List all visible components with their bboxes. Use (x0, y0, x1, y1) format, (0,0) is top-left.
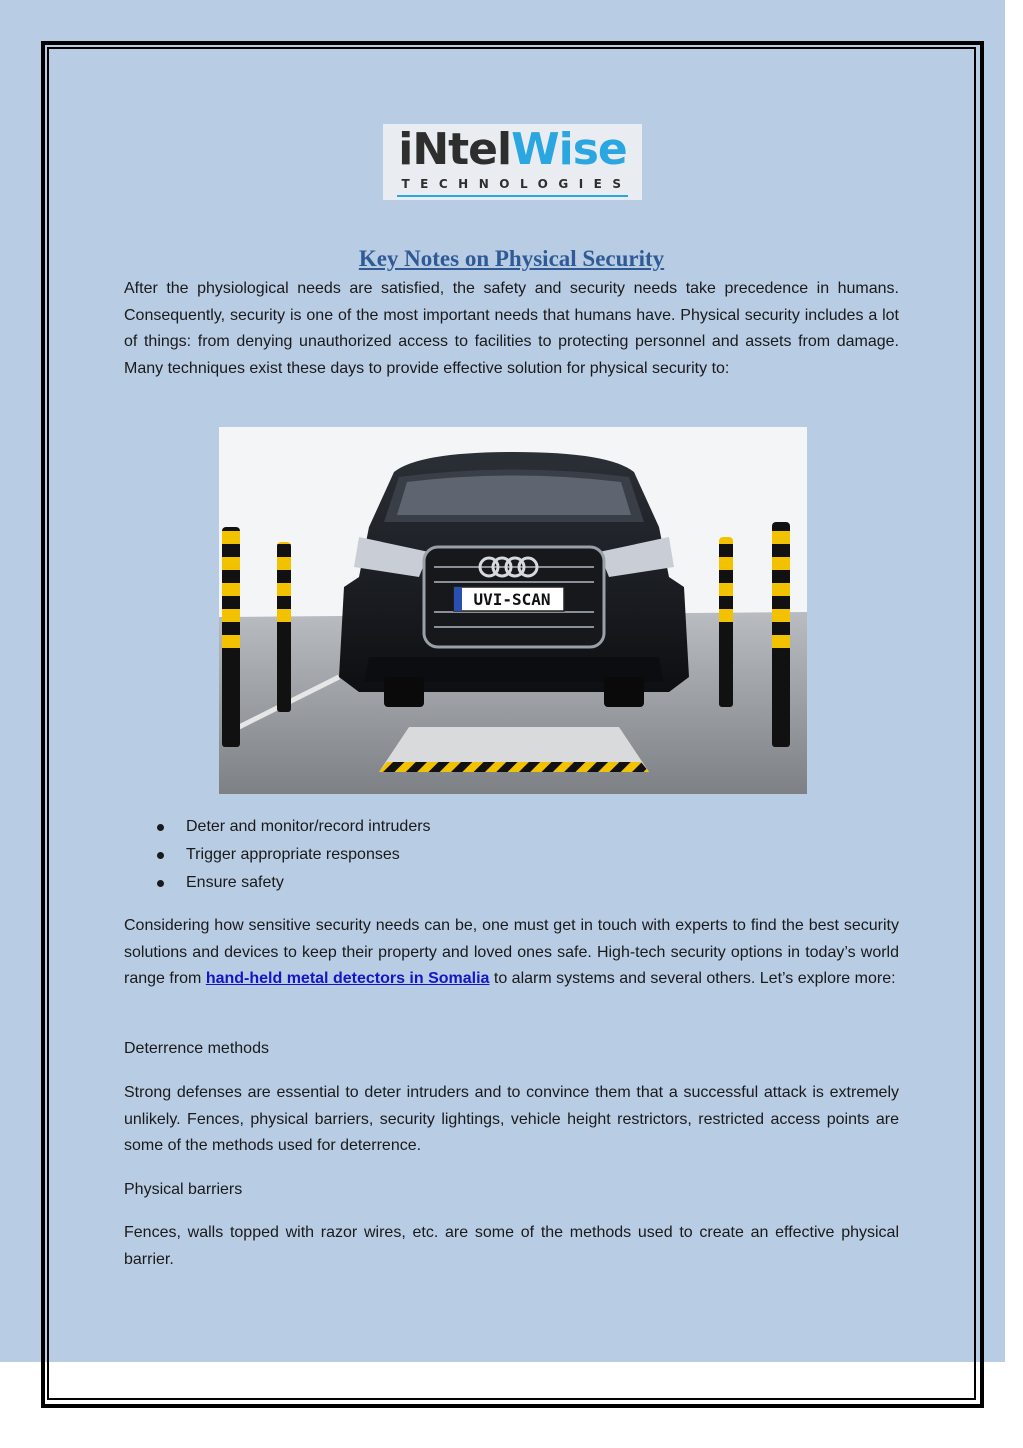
list-item (124, 869, 899, 897)
list-item (124, 841, 899, 869)
car-front (339, 452, 689, 707)
intelwise-logo (383, 124, 642, 200)
heading-deterrence: Deterrence methods (124, 1040, 269, 1057)
experts-paragraph-text-1: Considering how sensitive security needs can be, one must get in touch with experts to find the best security solutions and devices to keep their property and loved ones safe. High-tech security options in today’s world range from (124, 917, 899, 987)
vehicle-inspection-photo (219, 427, 807, 794)
license-plate-text: UVI-SCAN (473, 590, 551, 609)
list-item-text: Deter and monitor/record intruders (186, 818, 431, 835)
bullet-dot-icon (157, 880, 164, 887)
list-item-text: Trigger appropriate responses (186, 846, 400, 863)
physical-barriers-paragraph: Fences, walls topped with razor wires, etc. are some of the methods used to create an effective physical barrier. (124, 1224, 899, 1268)
logo-word-part1: iNtel (398, 124, 512, 175)
page-title: Key Notes on Physical Security (358, 246, 665, 271)
list-item-text: Ensure safety (186, 874, 284, 891)
metal-detectors-link[interactable]: hand-held metal detectors in Somalia (205, 970, 490, 987)
list-item (124, 813, 899, 841)
deterrence-paragraph: Strong defenses are essential to deter intruders and to convince them that a successful attack is extremely unlikely. Fences, physical barriers, security lightings, vehicle height restrictors, restricted access points are some of the methods used for deterrence. (124, 1084, 899, 1154)
logo-tagline: TECHNOLOGIES (401, 177, 632, 191)
intro-paragraph: After the physiological needs are satisfied, the safety and security needs take precedence in humans. Consequently, security is one of the most important needs that humans have. Physical security includes a lot of things: from denying unauthorized access to facilities to protecting personnel and assets from damage. Many techniques exist these days to provide effective solution for physical security to: (124, 280, 899, 377)
vehicle-scan-illustration (219, 427, 807, 794)
logo-underline (397, 195, 628, 197)
experts-paragraph-text-2: to alarm systems and several others. Let’s explore more: (489, 970, 896, 987)
security-goals-list (124, 813, 899, 897)
bullet-dot-icon (157, 824, 164, 831)
experts-paragraph (124, 913, 899, 993)
logo-wordmark (383, 124, 642, 176)
logo-word-part2: Wise (511, 124, 627, 175)
heading-physical-barriers: Physical barriers (124, 1181, 243, 1198)
bullet-dot-icon (157, 852, 164, 859)
